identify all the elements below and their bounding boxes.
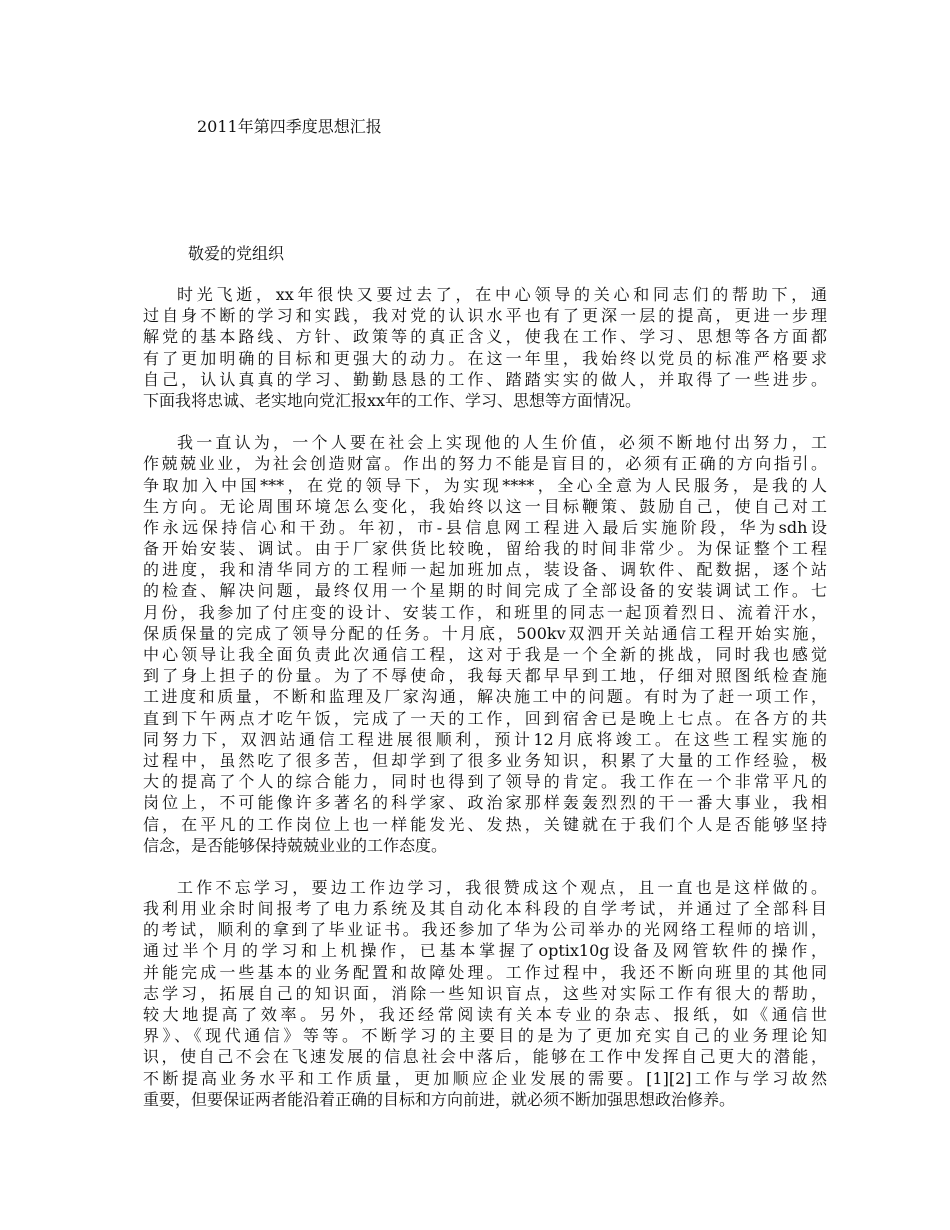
paragraph-line: 的检查、解决问题，最终仅用一个星期的时间完成了全部设备的安装调试工作。七 — [143, 581, 827, 601]
paragraph-line: 的考试，顺利的拿到了毕业证书。我还参加了华为公司举办的光网络工程师的培训， — [143, 920, 827, 940]
paragraph-line: 直到下午两点才吃午饭，完成了一天的工作，回到宿舍已是晚上七点。在各方的共 — [143, 708, 827, 728]
paragraph-line: 识，使自己不会在飞速发展的信息社会中落后，能够在工作中发挥自己更大的潜能， — [143, 1047, 827, 1067]
paragraph-line: 工进度和质量，不断和监理及厂家沟通，解决施工中的问题。有时为了赶一项工作， — [143, 687, 827, 707]
body-paragraph — [143, 432, 827, 856]
paragraph-line: 过程中，虽然吃了很多苦，但却学到了很多业务知识，积累了大量的工作经验，极 — [143, 750, 827, 770]
paragraph-line: 较大地提高了效率。另外，我还经常阅读有关本专业的杂志、报纸，如《通信世 — [143, 1005, 827, 1024]
paragraph-line: 志学习，拓展自己的知识面，消除一些知识盲点，这些对实际工作有很大的帮助， — [143, 983, 827, 1003]
paragraph-line: 我利用业余时间报考了电力系统及其自动化本科段的自学考试，并通过了全部科目 — [143, 899, 827, 919]
paragraph-line: 生方向。无论周围环境怎么变化，我始终以这一目标鞭策、鼓励自己，使自己对工 — [143, 496, 827, 516]
paragraph-line: 备开始安装、调试。由于厂家供货比较晚，留给我的时间非常少。为保证整个工程 — [143, 539, 827, 559]
paragraph-line: 界》、《现代通信》等等。不断学习的主要目的是为了更加充实自己的业务理论知 — [143, 1026, 827, 1046]
paragraph-line: 信，在平凡的工作岗位上也一样能发光、发热，关键就在于我们个人是否能够坚持 — [143, 814, 827, 834]
paragraph-line: 作永远保持信心和干劲。年初，市-县信息网工程进入最后实施阶段，华为sdh设 — [143, 517, 827, 537]
paragraph-line: 中心领导让我全面负责此次通信工程，这对于我是一个全新的挑战，同时我也感觉 — [143, 645, 827, 664]
paragraph-line: 自己，认认真真的学习、勤勤恳恳的工作、踏踏实实的做人，并取得了一些进步。 — [143, 369, 827, 389]
paragraph-line: 过自身不断的学习和实践，我对党的认识水平也有了更深一层的提高，更进一步理 — [143, 306, 827, 326]
paragraph-line: 有了更加明确的目标和更强大的动力。在这一年里，我始终以党员的标准严格要求 — [143, 348, 827, 368]
paragraph-line: 并能完成一些基本的业务配置和故障处理。工作过程中，我还不断向班里的其他同 — [143, 962, 827, 982]
paragraph-line: 的进度，我和清华同方的工程师一起加班加点，装设备、调软件、配数据，逐个站 — [143, 560, 827, 580]
report-body — [143, 284, 827, 1131]
paragraph-line: 同努力下，双泗站通信工程进展很顺利，预计12月底将竣工。在这些工程实施的 — [143, 729, 827, 749]
paragraph-line: 我一直认为，一个人要在社会上实现他的人生价值，必须不断地付出努力，工 — [177, 433, 827, 453]
paragraph-line: 保质保量的完成了领导分配的任务。十月底，500kv双泗开关站通信工程开始实施， — [143, 623, 827, 643]
body-paragraph — [143, 284, 827, 411]
paragraph-line: 解党的基本路线、方针、政策等的真正含义，使我在工作、学习、思想等各方面都 — [143, 327, 827, 347]
paragraph-line: 不断提高业务水平和工作质量，更加顺应企业发展的需要。[1][2]工作与学习故然 — [143, 1068, 827, 1088]
paragraph-line: 到了身上担子的份量。为了不辱使命，我每天都早早到工地，仔细对照图纸检查施 — [143, 666, 827, 686]
paragraph-line: 信念，是否能够保持兢兢业业的工作态度。 — [143, 835, 448, 855]
paragraph-line: 重要，但要保证两者能沿着正确的目标和方向前进，就必须不断加强思想政治修养。 — [143, 1089, 736, 1109]
paragraph-line: 下面我将忠诚、老实地向党汇报xx年的工作、学习、思想等方面情况。 — [143, 390, 642, 410]
salutation: 敬爱的党组织 — [188, 244, 285, 263]
paragraph-line: 大的提高了个人的综合能力，同时也得到了领导的肯定。我工作在一个非常平凡的 — [143, 772, 827, 792]
paragraph-line: 月份，我参加了付庄变的设计、安装工作，和班里的同志一起顶着烈日、流着汗水， — [143, 602, 827, 622]
paragraph-line: 通过半个月的学习和上机操作，已基本掌握了optix10g设备及网管软件的操作， — [143, 941, 827, 961]
paragraph-line: 工作不忘学习，要边工作边学习，我很赞成这个观点，且一直也是这样做的。 — [177, 877, 827, 897]
paragraph-line: 争取加入中国***，在党的领导下，为实现****，全心全意为人民服务，是我的人 — [143, 475, 827, 495]
body-paragraph — [143, 877, 827, 1110]
paragraph-line: 岗位上，不可能像许多著名的科学家、政治家那样轰轰烈烈的干一番大事业，我相 — [143, 793, 827, 813]
document-title: 2011年第四季度思想汇报 — [197, 117, 382, 136]
paragraph-line: 作兢兢业业，为社会创造财富。作出的努力不能是盲目的，必须有正确的方向指引。 — [143, 454, 827, 474]
paragraph-line: 时光飞逝，xx年很快又要过去了，在中心领导的关心和同志们的帮助下，通 — [177, 285, 827, 304]
